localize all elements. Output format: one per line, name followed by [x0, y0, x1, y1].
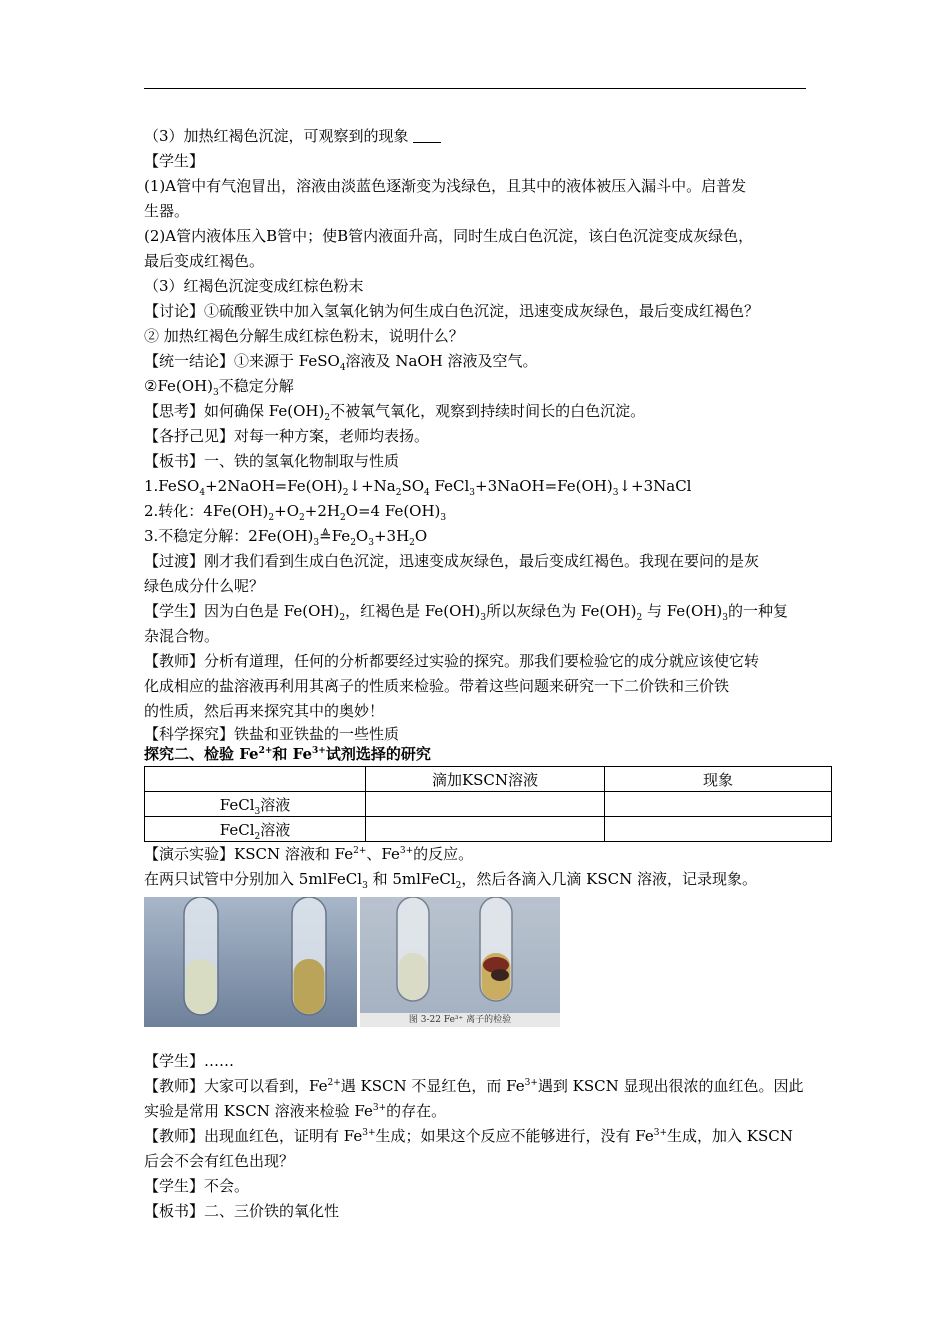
text-line: 【讨论】①硫酸亚铁中加入氢氧化钠为何生成白色沉淀，迅速变成灰绿色，最后变成红褐色？: [144, 302, 760, 320]
text-line: 生器。: [144, 202, 190, 220]
test-tube-photo: [360, 897, 560, 1027]
text-line: 【统一结论】①来源于 FeSO$_4$溶液及 NaOH 溶液及空气。: [144, 352, 538, 373]
equation-line: 2.转化：$4Fe(OH)_2+O_2+2H_2O=4$ $Fe(OH)_3$: [144, 502, 447, 523]
text-line: 【板书】二、三价铁的氧化性: [144, 1202, 340, 1220]
text-line: 在两只试管中分别加入 5mlFeCl$_3$ 和 5mlFeCl$_2$，然后各滴入几滴 KSCN 溶液，记录现象。: [144, 870, 758, 891]
table-cell: [145, 767, 366, 792]
text-line: 【板书】一、铁的氢氧化物制取与性质: [144, 452, 400, 470]
text-line: 【演示实验】KSCN 溶液和 $Fe^{2+}$、$Fe^{3+}$的反应。: [144, 845, 474, 863]
text-line: 【学生】: [144, 152, 205, 170]
table-header: 滴加KSCN溶液: [366, 767, 605, 792]
text-line: （3）红褐色沉淀变成红棕色粉末: [144, 277, 364, 295]
answer-blank: [413, 128, 441, 143]
table-cell: [605, 817, 832, 842]
table-cell: FeCl$_3$溶液: [145, 792, 366, 817]
text-line: 【科学探究】铁盐和亚铁盐的一些性质: [144, 725, 400, 743]
text-line: 【过渡】刚才我们看到生成白色沉淀，迅速变成灰绿色，最后变成红褐色。我现在要问的是灰: [144, 552, 760, 570]
text-line: 【教师】出现血红色，证明有 $Fe^{3+}$生成；如果这个反应不能够进行，没有 $Fe^{3+}$生成，加入 KSCN: [144, 1127, 793, 1145]
text-line: 绿色成分什么呢？: [144, 577, 265, 595]
table-cell: [366, 817, 605, 842]
experiment-photos: [144, 897, 806, 1037]
text-line: 后会不会有红色出现？: [144, 1152, 295, 1170]
text-line: 化成相应的盐溶液再利用其离子的性质来检验。带着这些问题来研究一下二价铁和三价铁: [144, 677, 730, 695]
text-line: 【教师】分析有道理，任何的分析都要经过实验的探究。那我们要检验它的成分就应该使它转: [144, 652, 760, 670]
table-row: [145, 767, 832, 792]
table-row: [145, 792, 832, 817]
table-cell: [366, 792, 605, 817]
table-cell: [605, 792, 832, 817]
document-body: [144, 124, 806, 1224]
text-line: 【各抒己见】对每一种方案，老师均表扬。: [144, 427, 430, 445]
text-line: 【教师】大家可以看到，$Fe^{2+}$遇 KSCN 不显红色，而 $Fe^{3+}$遇到 KSCN 显现出很浓的血红色。因此: [144, 1077, 804, 1095]
text-line: 的性质，然后再来探究其中的奥妙！: [144, 702, 385, 720]
table-header: 现象: [605, 767, 832, 792]
photo-caption: 图 3-22 Fe³⁺ 离子的检验: [360, 1013, 560, 1027]
text-line: (2)A管内液体压入B管中；使B管内液面升高，同时生成白色沉淀，该白色沉淀变成灰绿色，: [144, 227, 754, 245]
text-line: （3）加热红褐色沉淀，可观察到的现象: [144, 124, 806, 149]
text-line: 【学生】……: [144, 1052, 235, 1070]
table-row: [145, 817, 832, 842]
text-line: $②Fe(OH)_3$不稳定分解: [144, 377, 294, 398]
equation-line: 3.不稳定分解：$2Fe(OH)_3≜Fe_2O_3+3H_2O$: [144, 527, 428, 548]
test-tube-photo: [144, 897, 357, 1027]
experiment-table: [144, 766, 832, 842]
text-line: 最后变成红褐色。: [144, 252, 265, 270]
text-line: (1)A管中有气泡冒出，溶液由淡蓝色逐渐变为浅绿色，且其中的液体被压入漏斗中。启普发: [144, 177, 747, 195]
equation-line: $1.FeSO_4+2NaOH=Fe(OH)_2↓+Na_2SO_4$ $FeCl_3+3NaOH=Fe(OH)_3↓+3NaCl$: [144, 477, 692, 498]
text-line: 【学生】不会。: [144, 1177, 250, 1195]
text-line: 杂混合物。: [144, 627, 220, 645]
text-line: 实验是常用 KSCN 溶液来检验 $Fe^{3+}$的存在。: [144, 1102, 447, 1120]
header-rule: [144, 88, 806, 89]
section-heading: 探究二、检验 $Fe^{2+}$和 $Fe^{3+}$试剂选择的研究: [144, 745, 431, 763]
text-line: ② 加热红褐色分解生成红棕色粉末，说明什么？: [144, 327, 464, 345]
text-line: 【思考】如何确保 $Fe(OH)_2$不被氧气氧化，观察到持续时间长的白色沉淀。: [144, 402, 646, 423]
table-cell: FeCl$_2$溶液: [145, 817, 366, 842]
text-line: 【学生】因为白色是 $Fe(OH)_2$，红褐色是 $Fe(OH)_3$所以灰绿色为 $Fe(OH)_2$ 与 $Fe(OH)_3$的一种复: [144, 602, 789, 623]
